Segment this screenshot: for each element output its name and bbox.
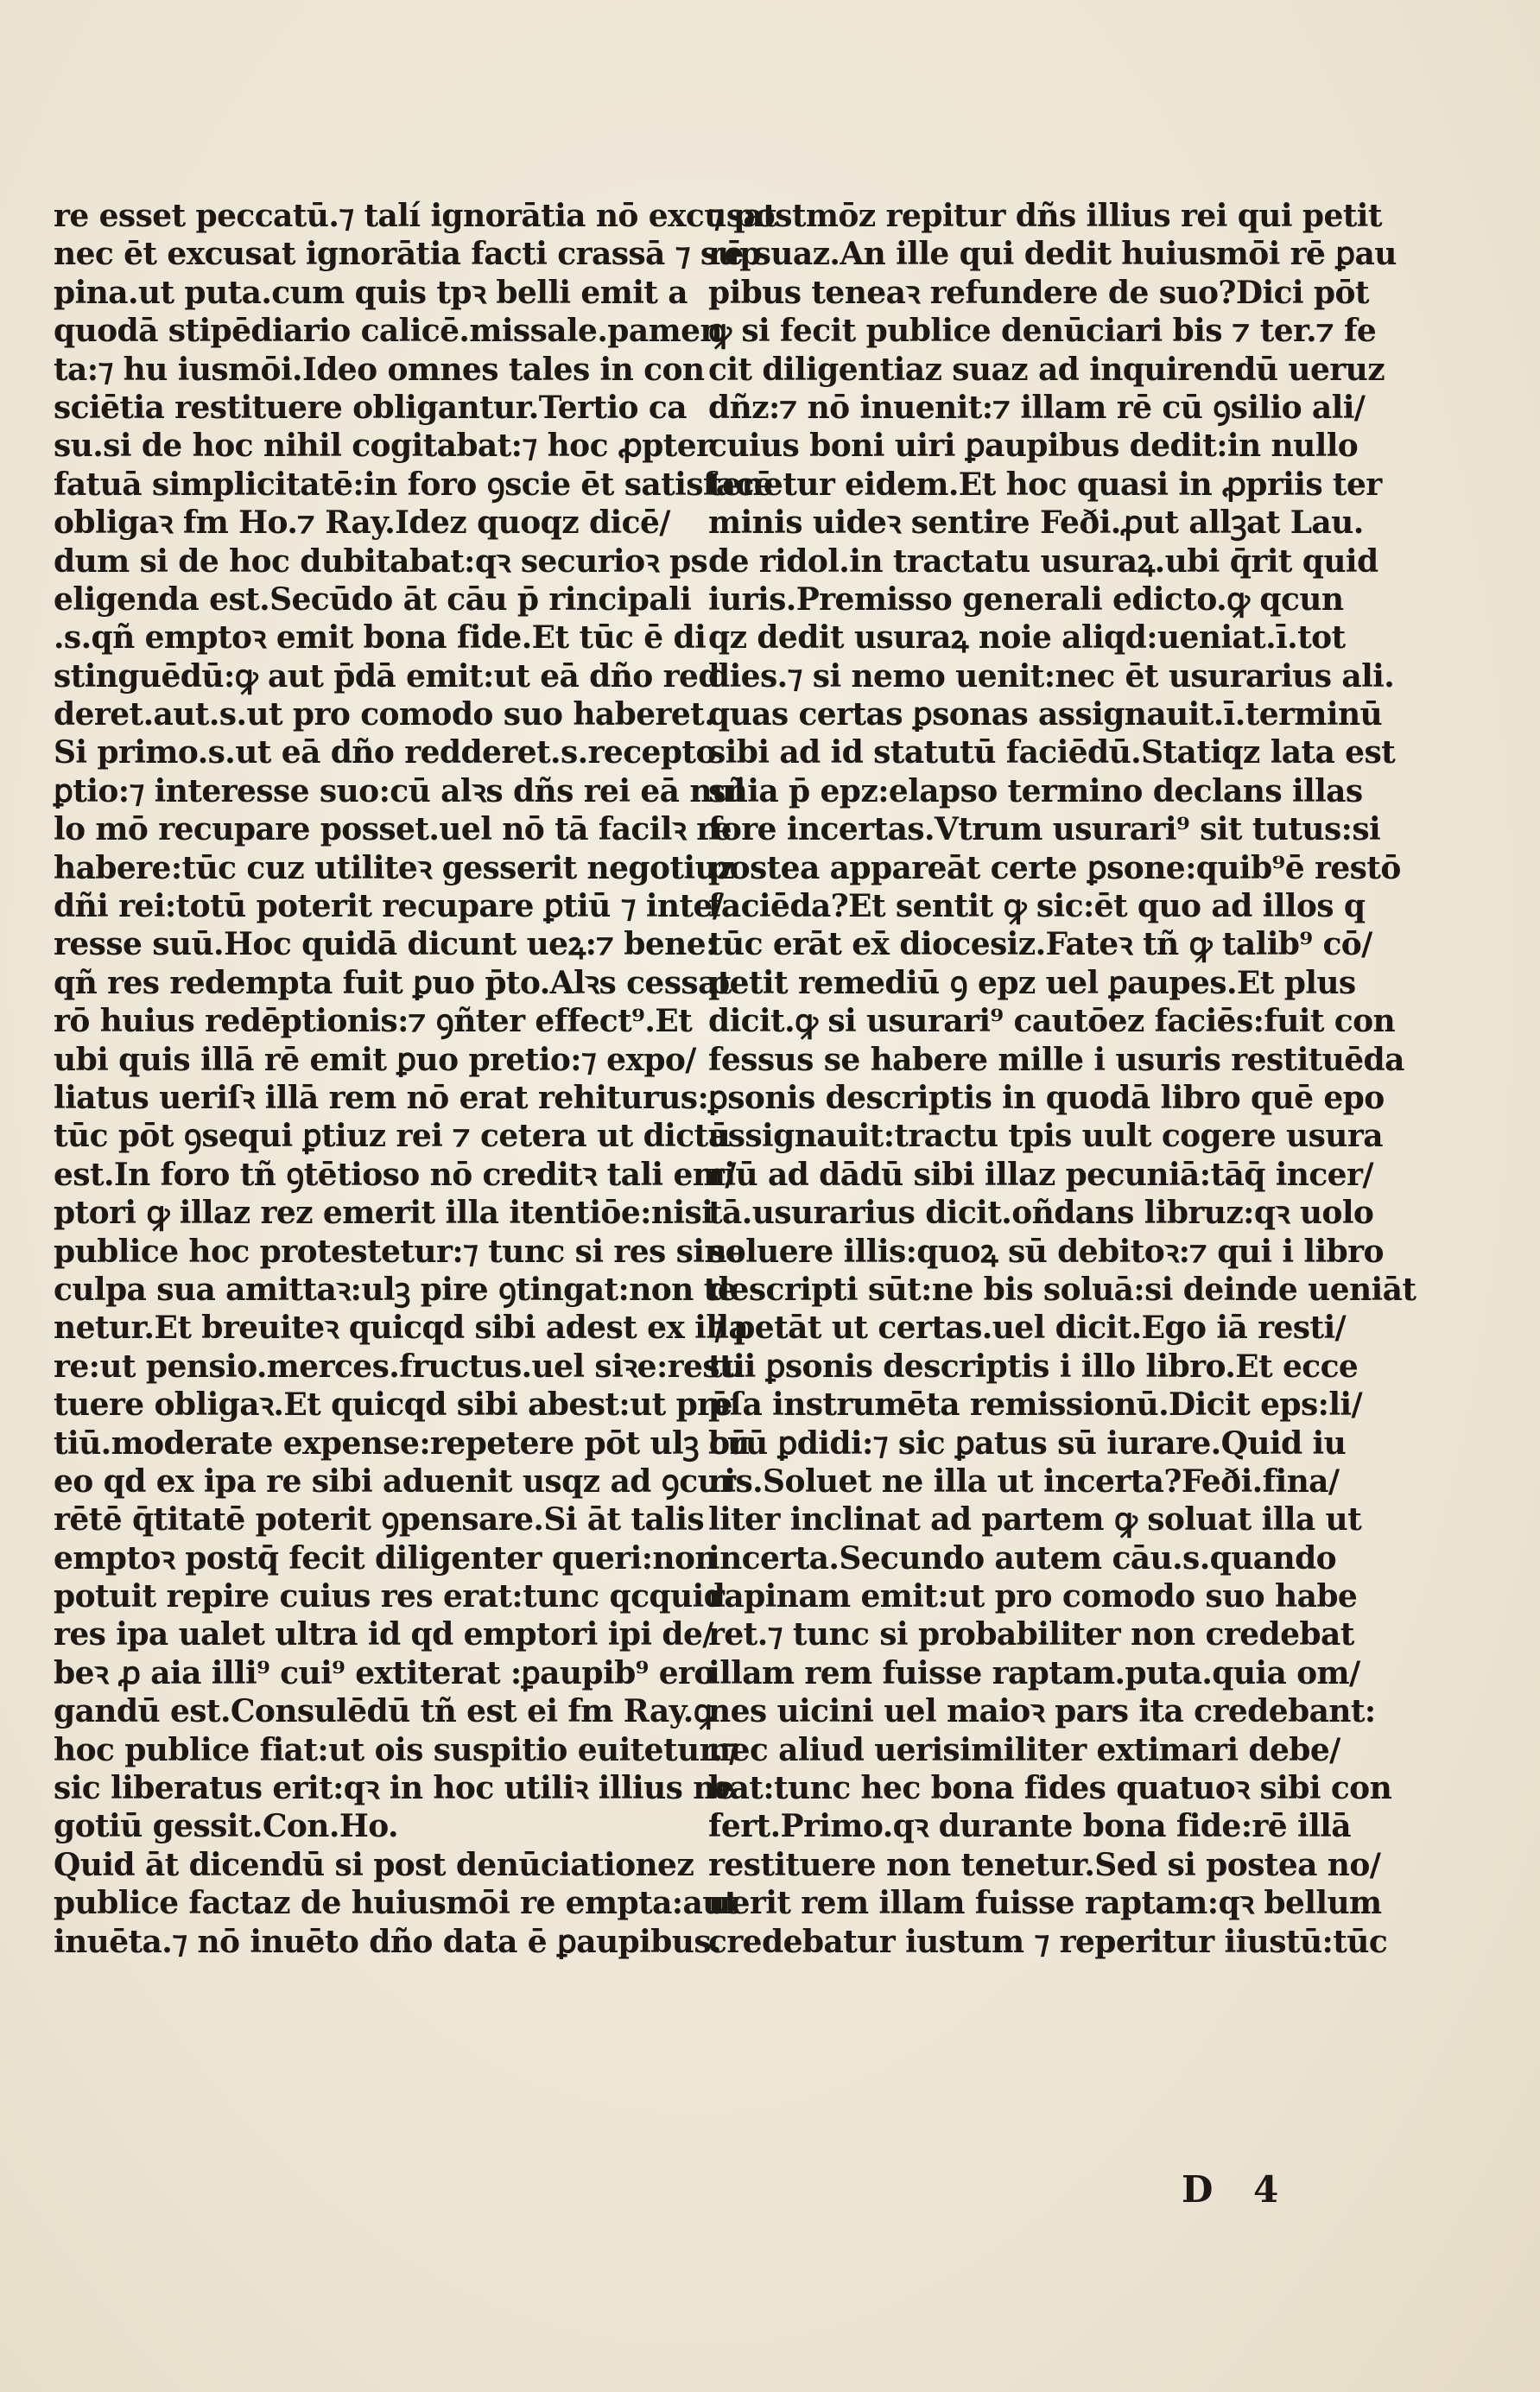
text-line: dicit.ꝙ si usurari⁹ cautōez faciēs:fuit con (708, 1003, 1396, 1040)
text-line: publice factaz de huiusmōi re empta:aut (54, 1885, 738, 1922)
text-line: gotiū gessit.Con.Ho. (54, 1808, 398, 1845)
text-line: fatuā simplicitatē:in foro ꝯscie ēt satisfacē (54, 466, 774, 503)
text-line: fert.Primo.qꝛ durante bona fide:rē illā (708, 1808, 1351, 1845)
text-line: hoc publice fiat:ut ois suspitio euitetur.⁊ (54, 1731, 738, 1768)
text-line: publice hoc protestetur:⁊ tunc si res sine (54, 1233, 746, 1270)
text-line: minis uideꝛ sentire Feði.ꝓut allꝫat Lau. (708, 504, 1364, 542)
text-line: nec ēt excusat ignorātia facti crassā ⁊ sup (54, 236, 761, 273)
text-line: assignauit:tractu tpis uult cogere usura (708, 1118, 1383, 1155)
text-line: est.In foro tñ ꝯtētioso nō creditꝛ tali em/ (54, 1156, 736, 1193)
text-line: res ipa ualet ultra id qd emptori ipi de/ (54, 1616, 713, 1653)
text-line: Si primo.s.ut eā dño redderet.s.recepto (54, 734, 716, 771)
text-line: incerta.Secundo autem cāu.s.quando (708, 1539, 1337, 1577)
text-line: fessus se habere mille i usuris restituēda (708, 1041, 1404, 1078)
text-line: stinguēdū:ꝙ aut p̄dā emit:ut eā dño red (54, 657, 719, 695)
left-text-column (54, 197, 777, 1961)
text-line: sic liberatus erit:qꝛ in hoc utiliꝛ illius ne (54, 1770, 735, 1807)
text-line: ris.Soluet ne illa ut incerta?Feði.fina/ (708, 1462, 1340, 1500)
text-line: tiū.moderate expense:repetere pōt ulꝫ cū (54, 1424, 750, 1462)
text-line: ret.⁊ tunc si probabiliter non credebat (708, 1616, 1354, 1653)
text-line: sibi ad id statutū faciēdū.Statiqz lata est (708, 734, 1396, 771)
text-line: Quid āt dicendū si post denūciationez (54, 1846, 694, 1883)
text-line: emptoꝛ postq̄ fecit diligenter queri:non (54, 1539, 717, 1577)
text-line: sciētia restituere obligantur.Tertio ca (54, 389, 687, 426)
text-line: illam rem fuisse raptam.puta.quia om/ (708, 1654, 1360, 1691)
text-line: deret.aut.s.ut pro comodo suo haberet. (54, 696, 715, 733)
text-line: re:ut pensio.merces.fructus.uel siꝛe:resti (54, 1348, 745, 1385)
text-line: tūc erāt ex̄ diocesiz.Fateꝛ tñ ꝙ talib⁹ cō/ (708, 926, 1372, 963)
text-line: tui ꝑsonis descriptis i illo libro.Et ecce (708, 1348, 1359, 1385)
text-line: qñ res redempta fuit ꝑuo p̄to.Alꝛs cessat (54, 964, 732, 1001)
text-line: eligenda est.Secūdo āt cāu p̄ rincipali (54, 581, 692, 618)
text-line: postea appareāt certe ꝑsone:quib⁹ē restō (708, 849, 1401, 886)
text-line: nec aliud uerisimiliter extimari debe/ (708, 1731, 1340, 1768)
text-line: sñia p̄ epz:elapso termino declans illas (708, 772, 1363, 809)
text-line: potuit repire cuius res erat:tunc qcquid (54, 1578, 726, 1615)
text-line: liter inclinat ad partem ꝙ soluat illa ut (708, 1501, 1362, 1539)
text-line: ubi quis illā rē emit ꝑuo pretio:⁊ expo/ (54, 1041, 696, 1078)
text-line: bat:tunc hec bona fides quatuoꝛ sibi con (708, 1770, 1392, 1807)
text-line: ꝑsonis descriptis in quodā libro quē epo (708, 1079, 1385, 1116)
text-line: dñi rei:totū poterit recupare ꝑtiū ⁊ inte/ (54, 888, 724, 925)
text-line: qz dedit usuraꝝ noie aliqd:ueniat.ī.tot (708, 619, 1346, 657)
text-line: quodā stipēdiario calicē.missale.pamen (54, 313, 722, 350)
text-line: gandū est.Consulēdū tñ est ei fm Ray.ꝙ (54, 1693, 717, 1730)
text-line: lo mō recupare posset.uel nō tā facilꝛ re (54, 811, 732, 848)
text-line: tā.usurarius dicit.oñdans libruz:qꝛ uolo (708, 1195, 1374, 1232)
text-line: dies.⁊ si nemo uenit:nec ēt usurarius ali. (708, 657, 1395, 695)
text-line: iuris.Premisso generali edicto.ꝙ qcun (708, 581, 1344, 618)
text-line: riū ad dādū sibi illaz pecuniā:tāq̄ incer/ (708, 1156, 1373, 1193)
text-line: ptori ꝙ illaz rez emerit illa itentiōe:nisi (54, 1195, 713, 1232)
text-line: inuēta.⁊ nō inuēto dño data ē ꝑaupibus. (54, 1923, 721, 1960)
text-line: ꝑtio:⁊ interesse suo:cū alꝛs dñs rei eā nul (54, 772, 745, 809)
text-line: resse suū.Hoc quidā dicunt ueꝝ:⁊ bene: (54, 926, 717, 963)
text-line: pibus teneaꝛ refundere de suo?Dici pōt (708, 274, 1369, 311)
text-line: dñz:⁊ nō inuenit:⁊ illam rē cū ꝯsilio ali/ (708, 389, 1366, 426)
text-line: re esset peccatū.⁊ talí ignorātia nō excusat (54, 198, 777, 234)
text-line: culpa sua amittaꝛ:ulꝫ pire ꝯtingat:non te (54, 1271, 738, 1308)
text-line: nes uicini uel maioꝛ pars ita credebant: (708, 1693, 1376, 1730)
text-line: pina.ut puta.cum quis tpꝛ belli emit a (54, 274, 688, 311)
text-line: liatus ueriſꝛ illā rem nō erat rehiturus: (54, 1079, 709, 1116)
text-line: ⁊ postmōz repitur dñs illius rei qui petit (708, 198, 1382, 234)
text-line: rō huius redēptionis:⁊ ꝯñter effect⁹.Et (54, 1003, 693, 1040)
text-line: su.si de hoc nihil cogitabat:⁊ hoc ꝓpter (54, 428, 713, 465)
text-line: beꝛ ꝓ aia illi⁹ cui⁹ extiterat :ꝑaupib⁹ ero (54, 1654, 714, 1691)
text-line: rētē q̄titatē poterit ꝯpensare.Si āt talis (54, 1501, 705, 1539)
text-line: rē suaz.An ille qui dedit huiusmōi rē ꝑau (708, 236, 1397, 273)
text-line: ꝙ si fecit publice denūciari bis ⁊ ter.⁊ fe (708, 313, 1377, 350)
signature-mark: D 4 (1182, 2168, 1293, 2211)
text-line: restituere non tenetur.Sed si postea no/ (708, 1846, 1381, 1883)
text-line: credebatur iustum ⁊ reperitur iiustū:tūc (708, 1923, 1388, 1960)
text-line: ⁊ petāt ut certas.uel dicit.Ego iā resti/ (708, 1310, 1347, 1347)
text-line: tenetur eidem.Et hoc quasi in ꝓpriis ter (708, 466, 1382, 503)
text-line: .s.qñ emptoꝛ emit bona fide.Et tūc ē di (54, 619, 707, 657)
text-line: descripti sūt:ne bis soluā:si deinde ueniāt (708, 1271, 1416, 1308)
text-line: eo qd ex ipa re sibi aduenit usqz ad ꝯcur (54, 1462, 736, 1500)
text-line: rapinam emit:ut pro comodo suo habe (708, 1578, 1358, 1615)
right-text-column (708, 197, 1416, 1961)
text-line: netur.Et breuiteꝛ quicqd sibi adest ex illa (54, 1310, 749, 1347)
text-line: soluere illis:quoꝝ sū debitoꝛ:⁊ qui i libro (708, 1233, 1384, 1270)
text-line: uerit rem illam fuisse raptam:qꝛ bellum (708, 1885, 1382, 1922)
text-line: fore incertas.Vtrum usurari⁹ sit tutus:si (708, 811, 1381, 848)
text-line: quas certas ꝑsonas assignauit.ī.terminū (708, 696, 1383, 733)
text-line: tuere obligaꝛ.Et quicqd sibi abest:ut pre (54, 1386, 732, 1424)
text-line: p̄ſa instrumēta remissionū.Dicit eps:li/ (708, 1386, 1363, 1424)
text-line: cit diligentiaz suaz ad inquirendū ueruz (708, 351, 1385, 388)
text-line: habere:tūc cuz utiliteꝛ gesserit negotiuz (54, 849, 734, 886)
text-line: cuius boni uiri ꝑaupibus dedit:in nullo (708, 428, 1359, 465)
text-line: de ridol.in tractatu usuraꝝ.ubi q̄rit quid (708, 542, 1378, 580)
text-line: obligaꝛ fm Ho.⁊ Ray.Idez quoqz dicē/ (54, 504, 670, 542)
text-line: faciēda?Et sentit ꝙ sic:ēt quo ad illos q (708, 888, 1366, 925)
text-line: tūc pōt ꝯsequi ꝑtiuz rei ⁊ cetera ut dictū (54, 1118, 731, 1155)
text-line: brū ꝑdidi:⁊ sic ꝑatus sū iurare.Quid iu (708, 1424, 1347, 1462)
text-line: petit remediū ꝯ epz uel ꝑaupes.Et plus (708, 964, 1356, 1001)
text-line: ta:⁊ hu iusmōi.Ideo omnes tales in con (54, 351, 705, 388)
text-line: dum si de hoc dubitabat:qꝛ securioꝛ ps (54, 542, 708, 580)
